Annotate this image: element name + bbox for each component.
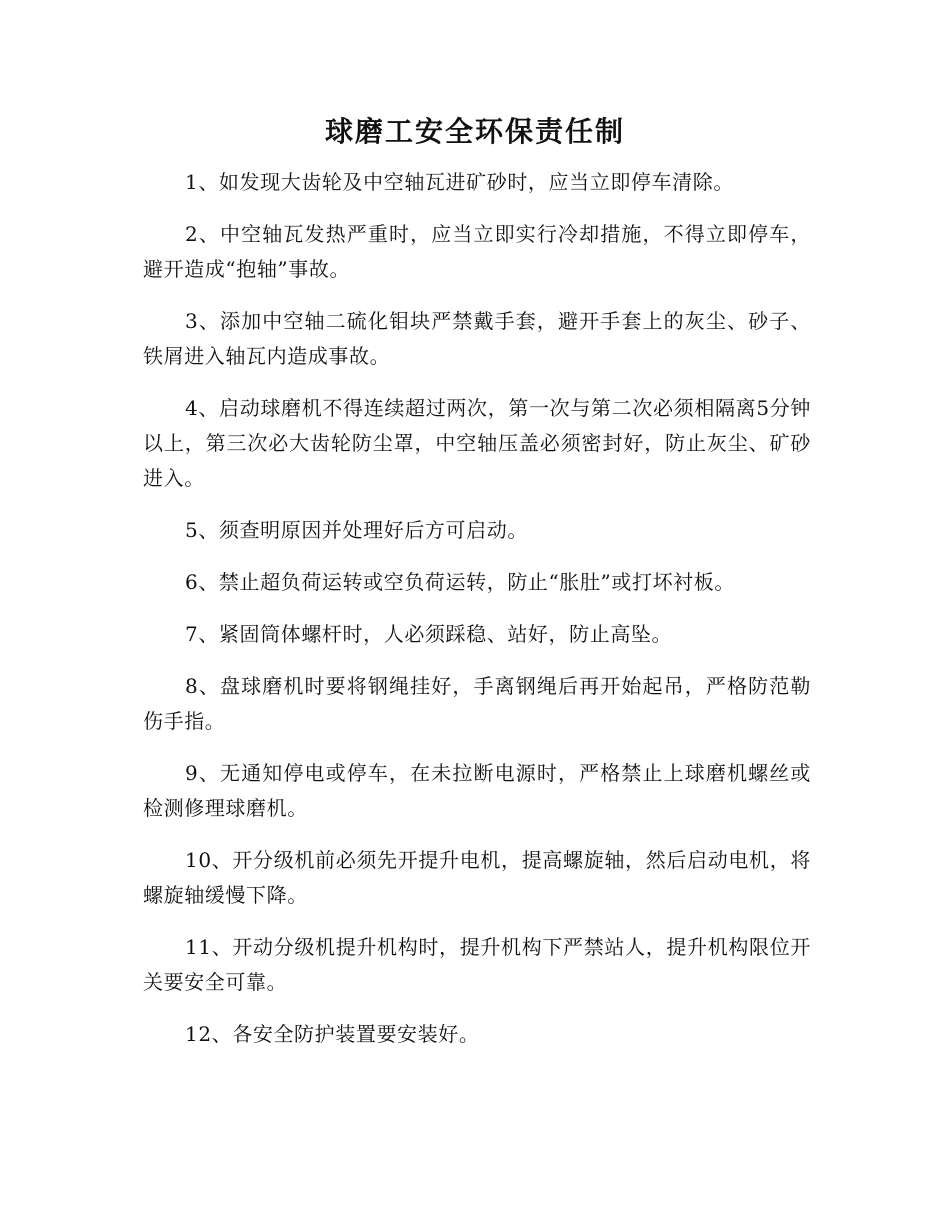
- rule-paragraph-7: 7、紧固筒体螺杆时，人必须踩稳、站好，防止高坠。: [185, 622, 673, 646]
- document-body: [143, 165, 811, 1069]
- rule-paragraph-5: 5、须查明原因并处理好后方可启动。: [185, 518, 528, 542]
- rule-paragraph-4: 4、启动球磨机不得连续超过两次，第一次与第二次必须相隔离5分钟以上，第三次必大齿轮防尘罩，中空轴压盖必须密封好，防止灰尘、矿砂进入。: [143, 396, 811, 490]
- rule-paragraph-2: 2、中空轴瓦发热严重时，应当立即实行冷却措施，不得立即停车，避开造成“抱轴”事故。: [143, 222, 811, 281]
- rule-paragraph-11: 11、开动分级机提升机构时，提升机构下严禁站人，提升机构限位开关要安全可靠。: [143, 935, 811, 994]
- rule-paragraph-3: 3、添加中空轴二硫化钼块严禁戴手套，避开手套上的灰尘、砂子、铁屑进入轴瓦内造成事故。: [143, 309, 811, 368]
- rule-paragraph-1: 1、如发现大齿轮及中空轴瓦进矿砂时，应当立即停车清除。: [185, 170, 734, 194]
- rule-paragraph-10: 10、开分级机前必须先开提升电机，提高螺旋轴，然后启动电机，将螺旋轴缓慢下降。: [143, 848, 811, 907]
- rule-paragraph-9: 9、无通知停电或停车，在未拉断电源时，严格禁止上球磨机螺丝或检测修理球磨机。: [143, 761, 811, 820]
- rule-paragraph-12: 12、各安全防护装置要安装好。: [185, 1022, 480, 1046]
- rule-paragraph-8: 8、盘球磨机时要将钢绳挂好，手离钢绳后再开始起吊，严格防范勒伤手指。: [143, 674, 811, 733]
- rule-paragraph-6: 6、禁止超负荷运转或空负荷运转，防止“胀肚”或打坏衬板。: [185, 570, 735, 594]
- document-title: 球磨工安全环保责任制: [324, 115, 625, 148]
